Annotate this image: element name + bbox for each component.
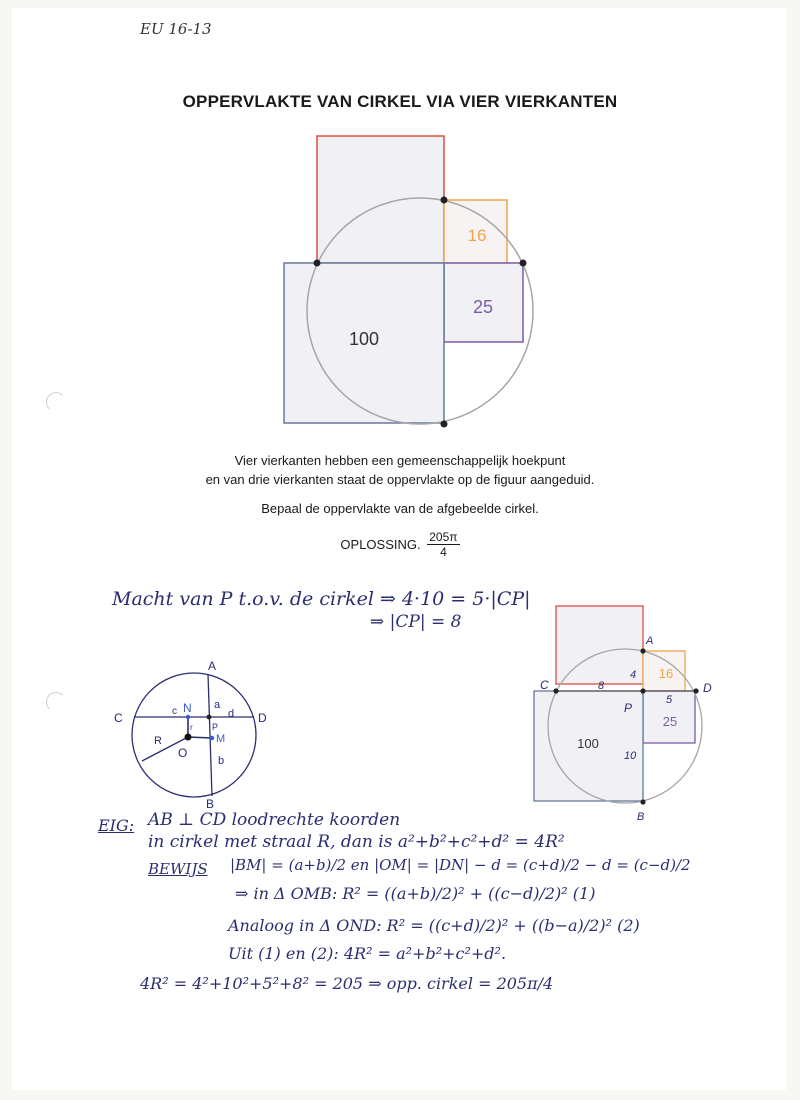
area-label-25: 25: [472, 297, 494, 317]
header-code: EU 16-13: [140, 20, 212, 38]
fig-label-a: A: [646, 635, 654, 647]
area-label-100: 100: [348, 329, 380, 349]
point-o: [185, 734, 192, 741]
problem-line-3: Bepaal de oppervlakte van de afgebeelde cirkel.: [261, 501, 539, 516]
punch-hole: [46, 692, 66, 712]
label-p: P: [212, 722, 219, 732]
fig-len-10: 10: [624, 750, 637, 762]
label-o: O: [178, 746, 188, 760]
om-segment: [188, 737, 212, 738]
point: [640, 688, 645, 693]
proof-line-4: Uit (1) en (2): 4R² = a²+b²+c²+d².: [228, 944, 507, 963]
fig-len-4: 4: [630, 669, 637, 681]
fig-label-d: D: [703, 681, 712, 695]
label-r: R: [154, 735, 162, 747]
label-m: M: [216, 733, 226, 745]
fig-area-25: 25: [662, 714, 678, 729]
solution-label: OPLOSSING.: [340, 537, 421, 552]
label-d: D: [258, 711, 267, 725]
point: [693, 688, 698, 693]
chord-figure: [108, 660, 288, 810]
point-p: [207, 715, 212, 720]
final-line: 4R² = 4²+10²+5²+8² = 205 ⇒ opp. cirkel = 205π/4: [140, 974, 554, 993]
point: [553, 688, 558, 693]
point: [640, 648, 645, 653]
fig-label-b: B: [637, 811, 645, 823]
page-title: OPPERVLAKTE VAN CIRKEL VIA VIER VIERKANTEN: [182, 92, 618, 111]
point: [520, 260, 527, 267]
point: [441, 197, 448, 204]
chord-ab: [208, 674, 212, 796]
fig-area-16: 16: [658, 666, 674, 681]
proof-line-2: ⇒ in Δ OMB: R² = ((a+b)/2)² + ((c−d)/2)² (1): [235, 884, 596, 903]
area-label-16: 16: [467, 226, 487, 245]
chord-circle: [132, 673, 256, 797]
fig-area-100: 100: [577, 736, 599, 751]
fig-len-8: 8: [598, 680, 605, 692]
proof-line-3: Analoog in Δ OND: R² = ((c+d)/2)² + ((b−a)/2)² (2): [228, 916, 640, 935]
proof-label: BEWIJS: [148, 860, 208, 878]
label-r-small: r: [190, 723, 193, 732]
point: [640, 799, 645, 804]
fig-label-c: C: [540, 678, 549, 692]
point-m: [210, 736, 214, 740]
solution-fraction: [427, 530, 459, 559]
label-b: B: [206, 797, 215, 810]
solution-numerator: 205π: [429, 530, 458, 544]
eig-label: EIG:: [98, 816, 135, 835]
problem-line-1: Vier vierkanten hebben een gemeenschappelijk hoekpunt: [234, 453, 566, 468]
point: [441, 421, 448, 428]
solution-denominator: 4: [440, 545, 447, 559]
solution: [0, 530, 800, 559]
label-a: A: [208, 660, 217, 673]
label-a-small: a: [214, 699, 221, 711]
fig-label-p: P: [624, 701, 633, 715]
fig-len-5: 5: [666, 694, 673, 706]
label-n: N: [183, 701, 192, 715]
point-n: [186, 715, 190, 719]
label-c: C: [114, 711, 123, 725]
power-line-2: ⇒ |CP| = 8: [370, 612, 462, 632]
power-line-1: Macht van P t.o.v. de cirkel ⇒ 4·10 = 5·|CP|: [112, 588, 531, 610]
main-figure: [0, 0, 800, 440]
point: [314, 260, 321, 267]
eig-line-2: in cirkel met straal R, dan is a²+b²+c²+d² = 4R²: [148, 832, 565, 852]
label-c-small: c: [172, 706, 177, 717]
label-b-small: b: [218, 755, 225, 767]
eig-line-1: AB ⊥ CD loodrechte koorden: [148, 810, 401, 830]
problem-line-2: en van drie vierkanten staat de oppervlakte op de figuur aangeduid.: [205, 472, 595, 487]
solution-figure: [520, 600, 750, 830]
square-red: [317, 136, 444, 263]
proof-line-1: |BM| = (a+b)/2 en |OM| = |DN| − d = (c+d)/2 − d = (c−d)/2: [230, 856, 691, 874]
label-d-small: d: [228, 708, 235, 720]
